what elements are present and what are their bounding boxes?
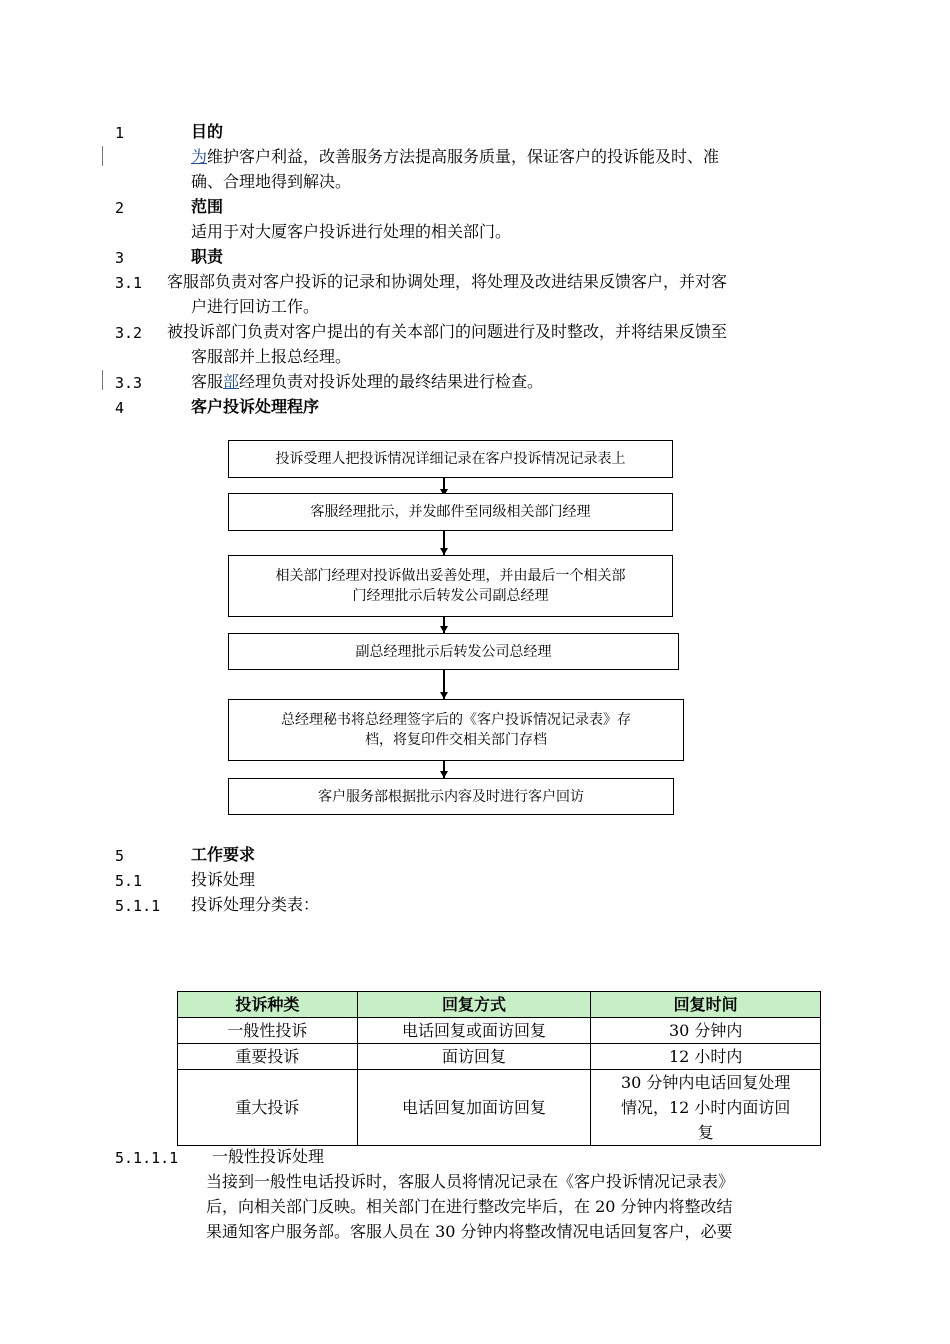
section-number: 5.1.1 bbox=[115, 897, 161, 915]
flow-arrow-icon bbox=[440, 692, 448, 699]
column-header: 投诉种类 bbox=[178, 992, 358, 1018]
purpose-line-1: 为维护客户利益，改善服务方法提高服务质量，保证客户的投诉能及时、准 bbox=[191, 147, 720, 166]
subsection-title-classification: 投诉处理分类表： bbox=[191, 895, 320, 914]
general-complaint-line-2: 后，向相关部门反映。相关部门在进行整改完毕后，在 20 分钟内将整改结 bbox=[206, 1197, 733, 1216]
section-number: 1 bbox=[115, 124, 125, 142]
section-title-duties: 职责 bbox=[191, 247, 224, 266]
table-cell: 30 分钟内电话回复处理 情况，12 小时内面访回 复 bbox=[591, 1070, 821, 1146]
purpose-line-2: 确、合理地得到解决。 bbox=[191, 172, 352, 191]
flow-arrow-icon bbox=[440, 771, 448, 778]
table-cell: 重大投诉 bbox=[178, 1070, 358, 1146]
section-number: 3 bbox=[115, 249, 125, 267]
table-cell: 12 小时内 bbox=[591, 1044, 821, 1070]
general-complaint-line-3: 果通知客户服务部。客服人员在 30 分钟内将整改情况电话回复客户，必要 bbox=[206, 1222, 733, 1241]
flow-step-4: 副总经理批示后转发公司总经理 bbox=[228, 633, 679, 670]
column-header: 回复方式 bbox=[357, 992, 591, 1018]
flow-arrow-icon bbox=[440, 548, 448, 555]
tracked-change-link[interactable]: 部 bbox=[223, 372, 240, 391]
duty-3-1-line-1: 客服部负责对客户投诉的记录和协调处理，将处理及改进结果反馈客户，并对客 bbox=[167, 272, 728, 291]
flow-step-1: 投诉受理人把投诉情况详细记录在客户投诉情况记录表上 bbox=[228, 440, 673, 478]
duty-3-2-line-1: 被投诉部门负责对客户提出的有关本部门的问题进行及时整改，并将结果反馈至 bbox=[167, 322, 728, 341]
section-title-procedure: 客户投诉处理程序 bbox=[191, 397, 320, 416]
table-row bbox=[178, 1070, 821, 1146]
revision-bar bbox=[102, 146, 103, 166]
table-cell: 一般性投诉 bbox=[178, 1018, 358, 1044]
column-header: 回复时间 bbox=[591, 992, 821, 1018]
table-header-row bbox=[178, 992, 821, 1018]
section-number: 5.1.1.1 bbox=[115, 1149, 179, 1167]
table-cell: 面访回复 bbox=[357, 1044, 591, 1070]
table-row bbox=[178, 1044, 821, 1070]
table-cell: 重要投诉 bbox=[178, 1044, 358, 1070]
flow-step-5: 总经理秘书将总经理签字后的《客户投诉情况记录表》存 档，将复印件交相关部门存档 bbox=[228, 699, 684, 761]
duty-3-2-line-2: 客服部并上报总经理。 bbox=[191, 347, 352, 366]
section-title-purpose: 目的 bbox=[191, 122, 224, 141]
duty-3-1-line-2: 户进行回访工作。 bbox=[191, 297, 320, 316]
revision-bar bbox=[102, 370, 103, 390]
table-cell: 30 分钟内 bbox=[591, 1018, 821, 1044]
flow-step-2: 客服经理批示，并发邮件至同级相关部门经理 bbox=[228, 493, 673, 531]
flow-step-3: 相关部门经理对投诉做出妥善处理，并由最后一个相关部 门经理批示后转发公司副总经理 bbox=[228, 555, 673, 617]
general-complaint-line-1: 当接到一般性电话投诉时，客服人员将情况记录在《客户投诉情况记录表》 bbox=[206, 1172, 735, 1191]
section-title-scope: 范围 bbox=[191, 197, 224, 216]
tracked-change-link[interactable]: 为 bbox=[191, 147, 208, 166]
section-number: 3.2 bbox=[115, 324, 143, 342]
flow-arrow-icon bbox=[440, 626, 448, 633]
classification-table bbox=[177, 991, 821, 1146]
table-row bbox=[178, 1018, 821, 1044]
section-number: 4 bbox=[115, 399, 125, 417]
subsection-title-general-complaint: 一般性投诉处理 bbox=[212, 1147, 325, 1166]
section-number: 5.1 bbox=[115, 872, 143, 890]
section-title-requirements: 工作要求 bbox=[191, 845, 256, 864]
table-cell: 电话回复加面访回复 bbox=[357, 1070, 591, 1146]
section-number: 3.3 bbox=[115, 374, 143, 392]
section-number: 5 bbox=[115, 847, 125, 865]
section-number: 2 bbox=[115, 199, 125, 217]
subsection-title-complaint-handling: 投诉处理 bbox=[191, 870, 256, 889]
section-number: 3.1 bbox=[115, 274, 143, 292]
flow-step-6: 客户服务部根据批示内容及时进行客户回访 bbox=[228, 778, 674, 815]
duty-3-3: 客服部经理负责对投诉处理的最终结果进行检查。 bbox=[191, 372, 544, 391]
scope-body: 适用于对大厦客户投诉进行处理的相关部门。 bbox=[191, 222, 512, 241]
table-cell: 电话回复或面访回复 bbox=[357, 1018, 591, 1044]
